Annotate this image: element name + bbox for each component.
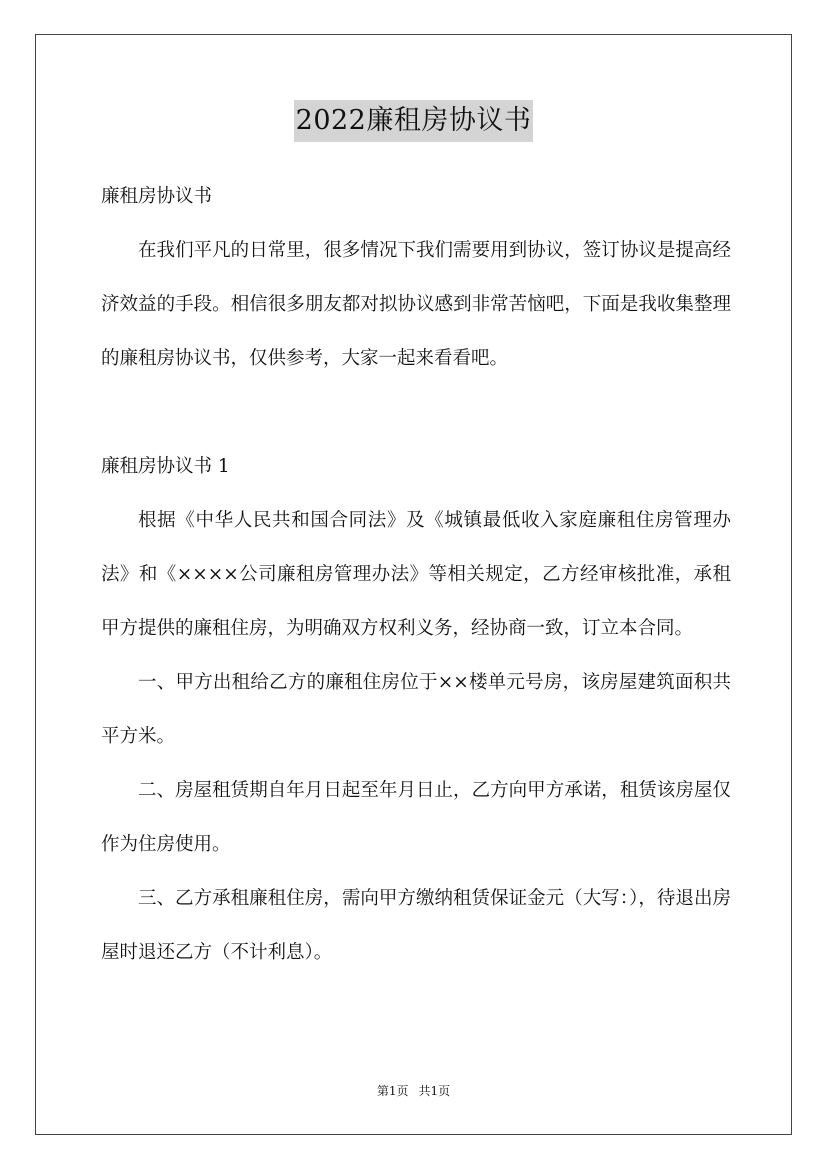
section-heading: 廉租房协议书 1 <box>101 456 230 477</box>
page-total: 共1页 <box>418 1084 451 1098</box>
page-number: 第1页 <box>376 1084 409 1098</box>
page-footer <box>0 1082 827 1100</box>
intro-paragraph: 在我们平凡的日常里，很多情况下我们需要用到协议，签订协议是提高经济效益的手段。相信很多朋友都对拟协议感到非常苦恼吧，下面是我收集整理的廉租房协议书，仅供参考，大家一起来看看吧。 <box>101 240 731 369</box>
subtitle: 廉租房协议书 <box>101 186 213 207</box>
title-container <box>0 100 827 142</box>
body-paragraph: 三、乙方承租廉租住房，需向甲方缴纳租赁保证金元（大写：），待退出房屋时退还乙方（不计利息）。 <box>101 888 731 963</box>
body-paragraph: 二、房屋租赁期自年月日起至年月日止，乙方向甲方承诺，租赁该房屋仅作为住房使用。 <box>101 780 731 855</box>
document-body <box>101 170 731 980</box>
document-title: 2022廉租房协议书 <box>294 100 534 142</box>
blank-line <box>101 386 731 440</box>
body-paragraph: 一、甲方出租给乙方的廉租住房位于××楼单元号房，该房屋建筑面积共平方米。 <box>101 672 731 747</box>
body-paragraph: 根据《中华人民共和国合同法》及《城镇最低收入家庭廉租住房管理办法》和《××××公司廉租房管理办法》等相关规定，乙方经审核批准，承租甲方提供的廉租住房，为明确双方权利义务，经协商一致，订立本合同。 <box>101 510 731 639</box>
